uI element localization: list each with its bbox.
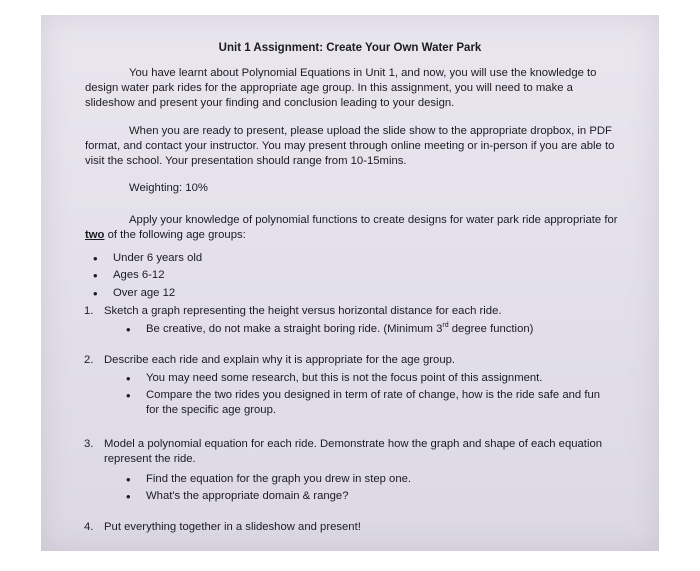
step-text: Describe each ride and explain why it is appropriate for the age group. — [104, 354, 456, 366]
apply-underline-two: two — [85, 229, 105, 241]
bullet-icon: • — [126, 472, 131, 487]
step-text: Model a polynomial equation for each ride. Demonstrate how the graph and shape of each equation represent the ride. — [104, 438, 603, 465]
bullet-text-part: Be creative, do not make a straight boring ride. (Minimum 3 — [146, 323, 443, 335]
step-bullet-text: You may need some research, but this is not the focus point of this assignment. — [146, 372, 543, 384]
step-bullet-text: What's the appropriate domain & range? — [146, 490, 349, 502]
step-number: 1. — [84, 305, 94, 317]
step-number: 2. — [84, 354, 94, 366]
step-bullet-text — [146, 322, 533, 337]
step-number: 3. — [84, 438, 94, 450]
step-bullet-text: Compare the two rides you designed in term of rate of change, how is the ride safe and fun for the specific age group. — [146, 389, 601, 416]
apply-paragraph — [85, 213, 633, 243]
bullet-icon: • — [126, 322, 131, 337]
assignment-title: Unit 1 Assignment: Create Your Own Water Park — [218, 42, 482, 54]
step-bullet-text: Find the equation for the graph you drew in step one. — [146, 473, 412, 485]
bullet-icon: • — [93, 286, 98, 301]
bullet-icon: • — [126, 371, 131, 386]
superscript-rd: rd — [442, 322, 449, 330]
age-group-label: Over age 12 — [113, 287, 176, 299]
bullet-icon: • — [126, 388, 131, 403]
step-text: Put everything together in a slideshow and present! — [104, 521, 361, 533]
bullet-text-part: degree function) — [448, 323, 534, 335]
weighting-text: Weighting: 10% — [129, 182, 208, 194]
step-number: 4. — [84, 521, 94, 533]
age-group-label: Under 6 years old — [113, 252, 203, 264]
bullet-icon: • — [93, 251, 98, 266]
age-group-label: Ages 6-12 — [113, 269, 165, 281]
intro-paragraph: You have learnt about Polynomial Equations in Unit 1, and now, you will use the knowledge to design water park rides for the appropriate age group. In this assignment, you will need to make a slideshow and present your finding and conclusion leading to your design. — [85, 67, 597, 109]
bullet-icon: • — [126, 489, 131, 504]
bullet-icon: • — [93, 268, 98, 283]
assignment-sheet — [41, 15, 659, 551]
apply-text-after: of the following age groups: — [107, 229, 246, 241]
step-text: Sketch a graph representing the height versus horizontal distance for each ride. — [104, 305, 502, 317]
present-paragraph: When you are ready to present, please upload the slide show to the appropriate dropbox, in PDF format, and contact your instructor. You may present through online meeting or in-person if you are able to visit the school. Your presentation should range from 10-15mins. — [85, 125, 615, 167]
apply-text-before: Apply your knowledge of polynomial functions to create designs for water park ride appropriate for — [129, 214, 618, 226]
